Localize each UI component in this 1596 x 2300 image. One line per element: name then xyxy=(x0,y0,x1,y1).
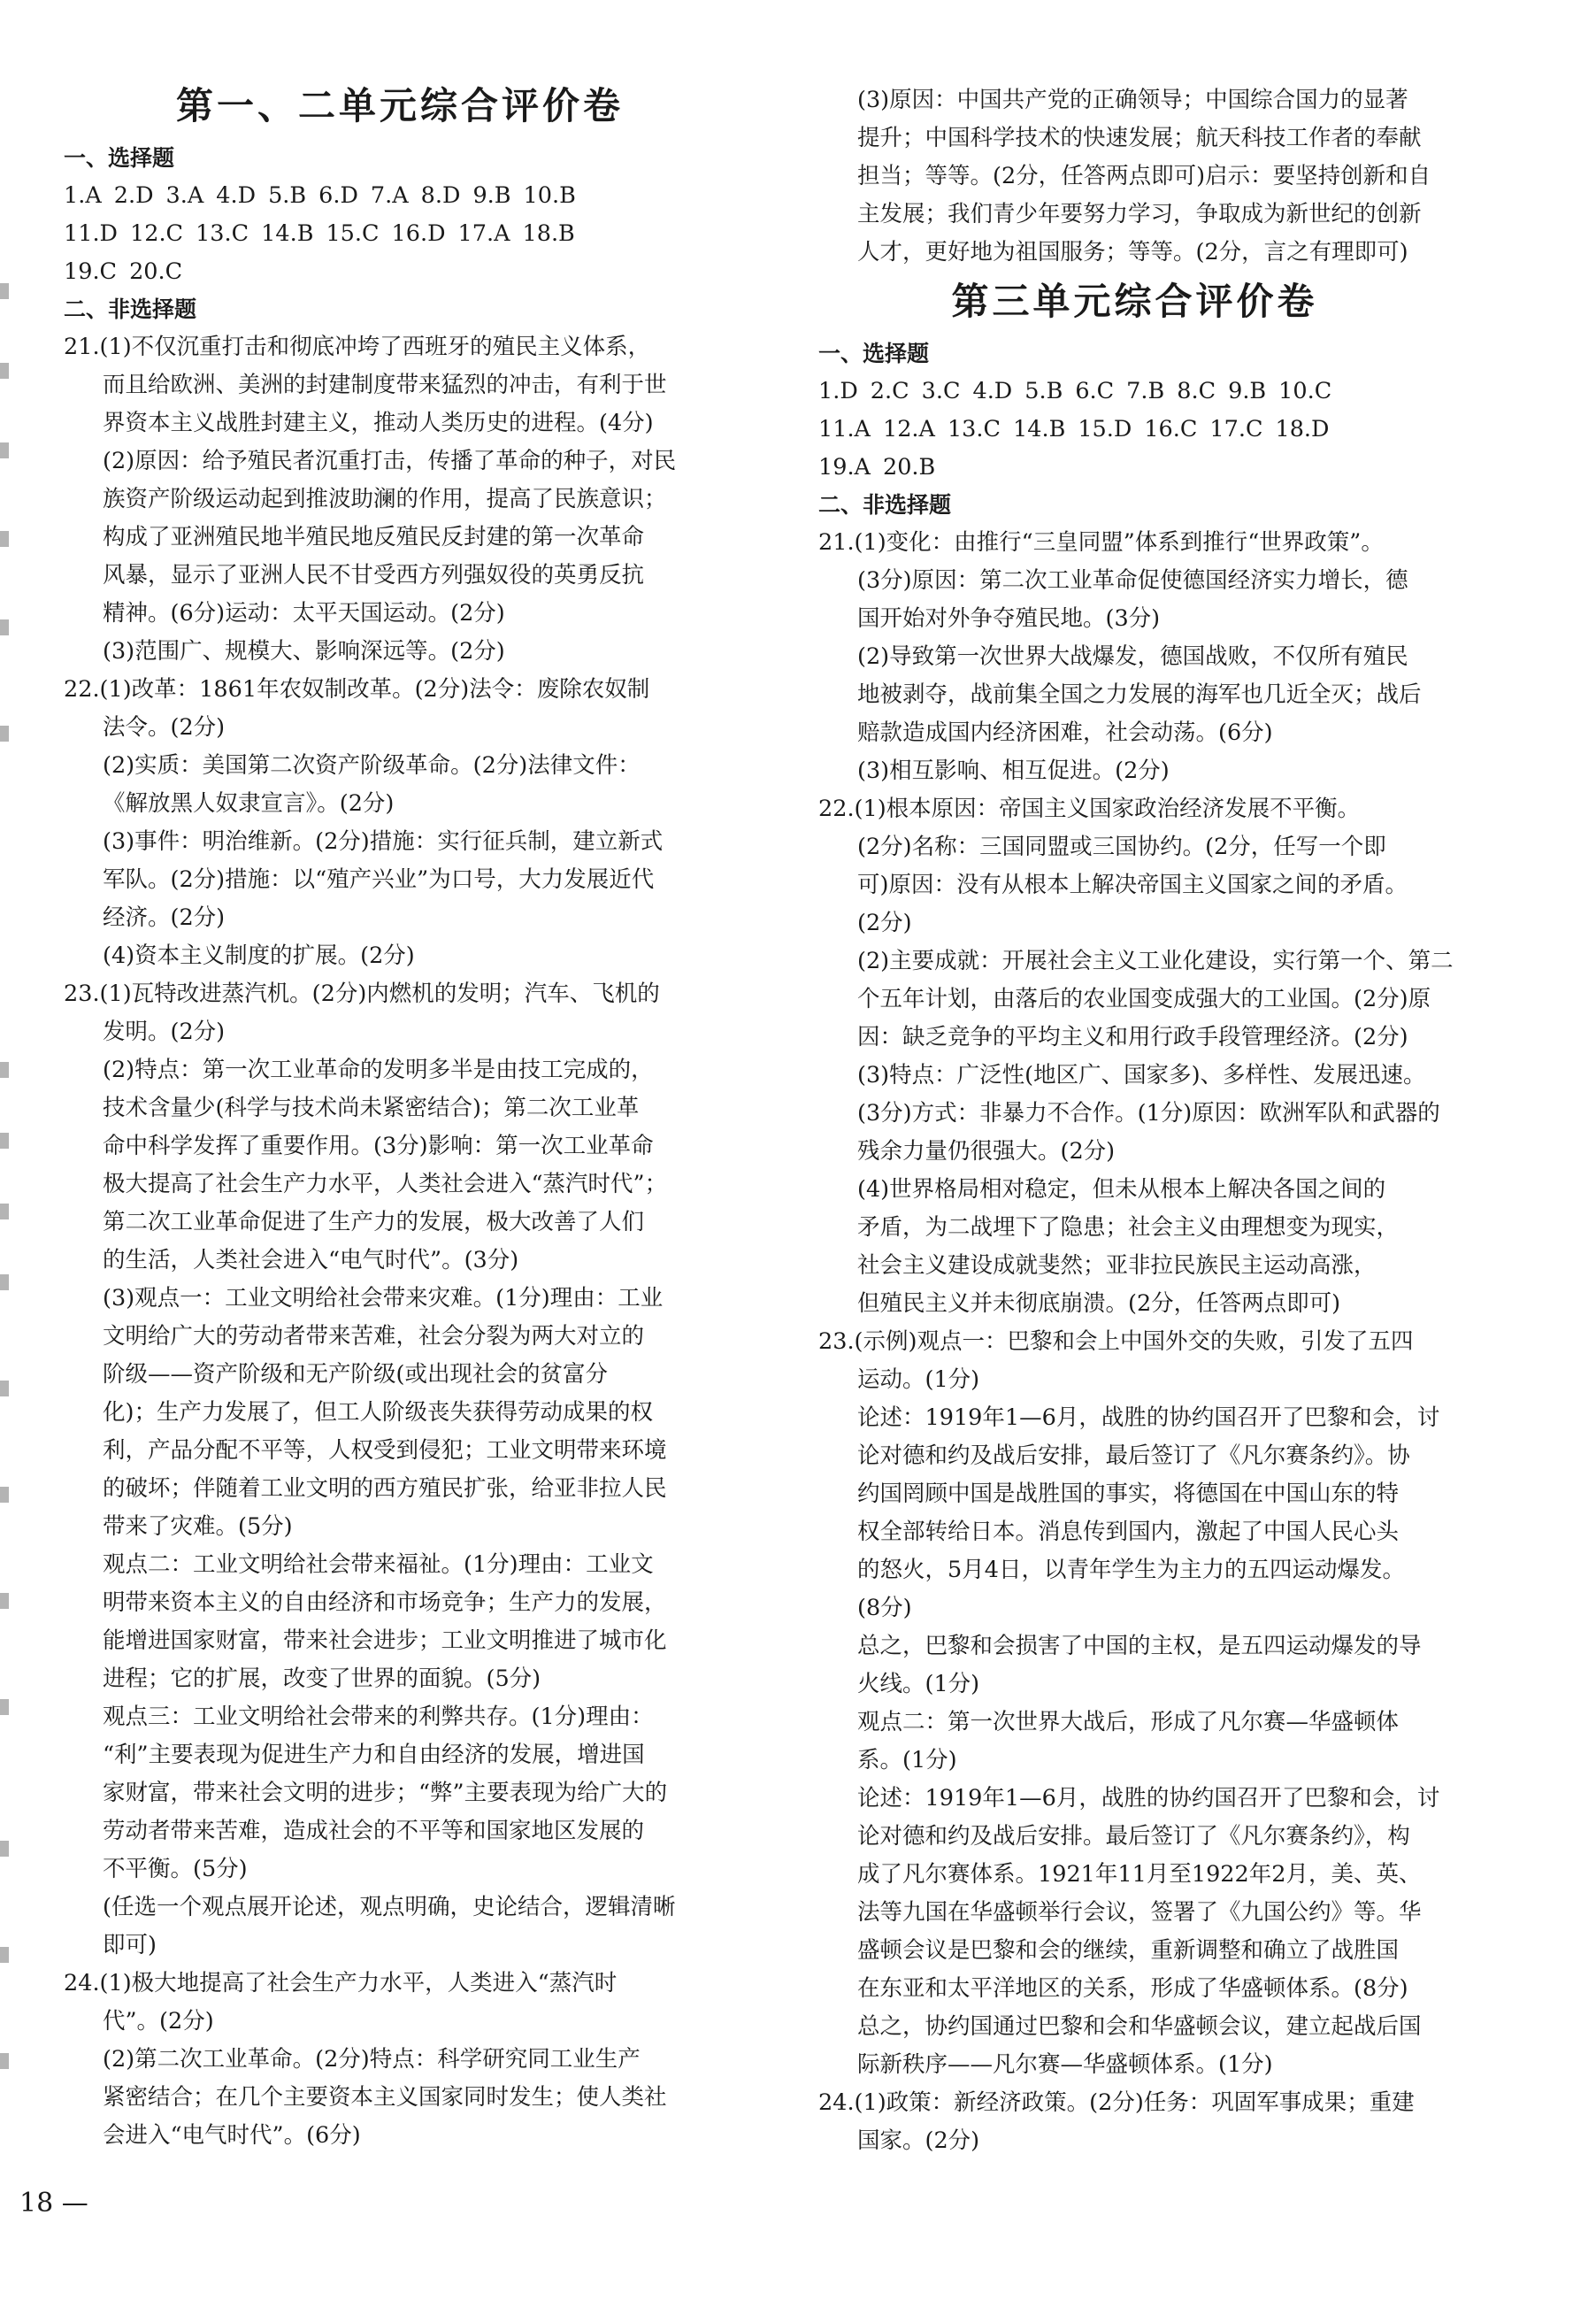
answer-line: 风暴，显示了亚洲人民不甘受西方列强奴役的英勇反抗 xyxy=(103,562,645,588)
answer-item: 14.B xyxy=(1013,416,1066,442)
answer-line: 会进入“电气时代”。(6分) xyxy=(103,2122,361,2149)
answer-row xyxy=(64,253,736,291)
answer-line: 论对德和约及战后安排。最后签订了《凡尔赛条约》，构 xyxy=(857,1823,1410,1850)
answer-line: 21.(1)变化：由推行“三皇同盟”体系到推行“世界政策”。 xyxy=(818,529,1384,556)
answer-line: 能增进国家财富，带来社会进步；工业文明推进了城市化 xyxy=(103,1627,667,1654)
answer-item: 6.D xyxy=(318,182,358,209)
answer-line: 在东亚和太平洋地区的关系，形成了华盛顿体系。(8分) xyxy=(857,1975,1408,2002)
answer-item: 17.C xyxy=(1209,416,1263,442)
answer-line: 法令。(2分) xyxy=(103,714,226,741)
answer-line: 总之，协约国通过巴黎和会和华盛顿会议，建立起战后国 xyxy=(857,2013,1422,2040)
answer-line: 国家。(2分) xyxy=(857,2127,980,2154)
binding-margin-marks xyxy=(0,265,11,2124)
answer-row xyxy=(64,177,736,215)
answer-line: 的怒火，5月4日，以青年学生为主力的五四运动爆发。 xyxy=(857,1557,1405,1583)
answer-item: 1.A xyxy=(64,182,102,209)
section-nonchoice-heading: 二、非选择题 xyxy=(818,492,952,518)
section-choice-heading: 一、选择题 xyxy=(64,145,175,171)
answer-line: 构成了亚洲殖民地半殖民地反殖民反封建的第一次革命 xyxy=(103,524,645,550)
answer-line: 残余力量仍很强大。(2分) xyxy=(857,1138,1116,1165)
answer-line: 不平衡。(5分) xyxy=(103,1856,248,1882)
answer-line: 论述：1919年1—6月，战胜的协约国召开了巴黎和会，讨 xyxy=(857,1785,1440,1812)
answer-item: 16.C xyxy=(1144,416,1198,442)
answer-item: 7.B xyxy=(1126,378,1165,404)
answer-item: 4.D xyxy=(972,378,1013,404)
answer-line: 国开始对外争夺殖民地。(3分) xyxy=(857,605,1161,632)
answer-line: (4)资本主义制度的扩展。(2分) xyxy=(103,942,415,969)
answer-line: 论对德和约及战后安排，最后签订了《凡尔赛条约》。协 xyxy=(857,1442,1410,1469)
answer-line: 带来了灾难。(5分) xyxy=(103,1513,293,1540)
answer-item: 3.C xyxy=(921,378,961,404)
answer-line: 界资本主义战胜封建主义，推动人类历史的进程。(4分) xyxy=(103,410,654,436)
answer-item: 15.C xyxy=(326,220,380,247)
answer-item: 4.D xyxy=(216,182,257,209)
answer-line: 观点二：第一次世界大战后，形成了凡尔赛—华盛顿体 xyxy=(857,1709,1400,1735)
answer-line: 成了凡尔赛体系。1921年11月至1922年2月，美、英、 xyxy=(857,1861,1422,1888)
answer-line: 经济。(2分) xyxy=(103,904,226,931)
answer-line: 即可) xyxy=(103,1932,157,1958)
answer-line: 精神。(6分)运动：太平天国运动。(2分) xyxy=(103,600,505,627)
answer-line: 23.(1)瓦特改进蒸汽机。(2分)内燃机的发明；汽车、飞机的 xyxy=(64,981,660,1007)
answer-line: 火线。(1分) xyxy=(857,1671,980,1697)
choice-answers xyxy=(64,177,736,291)
answer-line: (3)相互影响、相互促进。(2分) xyxy=(857,758,1170,784)
answer-line: (2分) xyxy=(857,910,912,936)
answer-line: 21.(1)不仅沉重打击和彻底冲垮了西班牙的殖民主义体系， xyxy=(64,334,651,360)
right-column xyxy=(818,81,1454,2160)
answer-item: 18.D xyxy=(1275,416,1330,442)
answer-line: (2)主要成就：开展社会主义工业化建设，实行第一个、第二 xyxy=(857,948,1454,974)
answer-line: 个五年计划，由落后的农业国变成强大的工业国。(2分)原 xyxy=(857,986,1431,1012)
answer-line: (4)世界格局相对稳定，但未从根本上解决各国之间的 xyxy=(857,1176,1386,1203)
answer-item: 16.D xyxy=(391,220,446,247)
answer-line: 运动。(1分) xyxy=(857,1366,980,1393)
answer-item: 15.D xyxy=(1078,416,1132,442)
answer-item: 9.B xyxy=(472,182,511,209)
answer-line: 的生活，人类社会进入“电气时代”。(3分) xyxy=(103,1247,519,1273)
answer-line: 而且给欧洲、美洲的封建制度带来猛烈的冲击，有利于世 xyxy=(103,372,667,398)
section-nonchoice-heading: 二、非选择题 xyxy=(64,296,197,322)
left-column xyxy=(64,81,736,2155)
answer-line: 法等九国在华盛顿举行会议，签署了《九国公约》等。华 xyxy=(857,1899,1422,1926)
answer-line: 提升；中国科学技术的快速发展；航天科技工作者的奉献 xyxy=(857,125,1422,151)
page-number: 18 — xyxy=(19,2188,88,2219)
answer-item: 8.D xyxy=(420,182,461,209)
answer-item: 14.B xyxy=(261,220,314,247)
answer-line: (3)范围广、规模大、影响深远等。(2分) xyxy=(103,638,505,665)
answer-item: 10.C xyxy=(1278,378,1332,404)
answer-line: 际新秩序——凡尔赛—华盛顿体系。(1分) xyxy=(857,2051,1273,2078)
answer-line: 矛盾，为二战埋下了隐患；社会主义由理想变为现实， xyxy=(857,1214,1400,1241)
answer-line: “利”主要表现为促进生产力和自由经济的发展，增进国 xyxy=(103,1742,645,1768)
answer-item: 5.B xyxy=(268,182,307,209)
answer-line: 明带来资本主义的自由经济和市场竞争；生产力的发展， xyxy=(103,1589,667,1616)
answer-line: 人才，更好地为祖国服务；等等。(2分，言之有理即可) xyxy=(857,239,1408,265)
answer-item: 7.A xyxy=(370,182,409,209)
answer-item: 17.A xyxy=(457,220,510,247)
unit-title-3: 第三单元综合评价卷 xyxy=(951,280,1318,323)
answer-item: 12.C xyxy=(130,220,184,247)
answer-item: 1.D xyxy=(818,378,858,404)
answer-line: 地被剥夺，战前集全国之力发展的海军也几近全灭；战后 xyxy=(857,681,1422,708)
answer-line: 赔款造成国内经济困难，社会动荡。(6分) xyxy=(857,719,1273,746)
answer-line: 观点三：工业文明给社会带来的利弊共存。(1分)理由： xyxy=(103,1704,654,1730)
answer-item: 8.C xyxy=(1177,378,1216,404)
answer-row xyxy=(818,411,1451,449)
answer-row xyxy=(818,373,1451,411)
answer-line: 论述：1919年1—6月，战胜的协约国召开了巴黎和会，讨 xyxy=(857,1404,1440,1431)
answer-item: 2.C xyxy=(870,378,909,404)
section-choice-heading: 一、选择题 xyxy=(818,341,930,366)
answer-line: (2)特点：第一次工业革命的发明多半是由技工完成的， xyxy=(103,1057,654,1083)
answer-item: 11.D xyxy=(64,220,118,247)
answer-item: 19.A xyxy=(818,454,871,481)
answer-line: 权全部转给日本。消息传到国内，激起了中国人民心头 xyxy=(857,1519,1400,1545)
answer-row xyxy=(64,215,736,253)
answer-item: 20.C xyxy=(129,258,183,285)
answer-line: (2)实质：美国第二次资产阶级革命。(2分)法律文件： xyxy=(103,752,641,779)
answer-line: (3)观点一：工业文明给社会带来灾难。(1分)理由：工业 xyxy=(103,1285,664,1312)
continued-answers xyxy=(818,81,1451,272)
answer-item: 19.C xyxy=(64,258,118,285)
answer-line: 利，产品分配不平等，人权受到侵犯；工业文明带来环境 xyxy=(103,1437,667,1464)
answer-item: 11.A xyxy=(818,416,871,442)
answer-item: 12.A xyxy=(882,416,935,442)
answer-line: 22.(1)根本原因：帝国主义国家政治经济发展不平衡。 xyxy=(818,796,1361,822)
answer-item: 9.B xyxy=(1228,378,1267,404)
answer-item: 18.B xyxy=(522,220,575,247)
answer-line: 紧密结合；在几个主要资本主义国家同时发生；使人类社 xyxy=(103,2084,667,2111)
answer-line: 主发展；我们青少年要努力学习，争取成为新世纪的创新 xyxy=(857,201,1422,227)
answer-row xyxy=(818,449,1451,487)
answer-line: 观点二：工业文明给社会带来福祉。(1分)理由：工业文 xyxy=(103,1551,654,1578)
answer-item: 5.B xyxy=(1024,378,1063,404)
answer-line: (3分)方式：非暴力不合作。(1分)原因：欧洲军队和武器的 xyxy=(857,1100,1440,1127)
answer-line: (2)原因：给予殖民者沉重打击，传播了革命的种子，对民 xyxy=(103,448,677,474)
answer-line: 约国罔顾中国是战胜国的事实，将德国在中国山东的特 xyxy=(857,1481,1400,1507)
choice-answers xyxy=(818,373,1451,487)
answer-line: (3分)原因：第二次工业革命促使德国经济实力增长，德 xyxy=(857,567,1408,594)
answer-line: 担当；等等。(2分，任答两点即可)启示：要坚持创新和自 xyxy=(857,163,1431,189)
answer-line: (8分) xyxy=(857,1595,912,1621)
answer-line: 社会主义建设成就斐然；亚非拉民族民主运动高涨， xyxy=(857,1252,1377,1279)
answer-line: 化)；生产力发展了，但工人阶级丧失获得劳动成果的权 xyxy=(103,1399,653,1426)
answer-line: 极大提高了社会生产力水平，人类社会进入“蒸汽时代”； xyxy=(103,1171,668,1197)
answer-line: 总之，巴黎和会损害了中国的主权，是五四运动爆发的导 xyxy=(857,1633,1422,1659)
answer-line: (3)事件：明治维新。(2分)措施：实行征兵制，建立新式 xyxy=(103,828,664,855)
answer-line: (3)原因：中国共产党的正确领导；中国综合国力的显著 xyxy=(857,87,1408,113)
answer-item: 3.A xyxy=(165,182,204,209)
answer-item: 6.C xyxy=(1075,378,1115,404)
answer-line: 但殖民主义并未彻底崩溃。(2分，任答两点即可) xyxy=(857,1290,1341,1317)
answer-item: 20.B xyxy=(882,454,936,481)
answer-line: 军队。(2分)措施：以“殖产兴业”为口号，大力发展近代 xyxy=(103,866,655,893)
answer-line: (任选一个观点展开论述，观点明确，史论结合，逻辑清晰 xyxy=(103,1894,676,1920)
answer-line: 劳动者带来苦难，造成社会的不平等和国家地区发展的 xyxy=(103,1818,645,1844)
answer-line: 22.(1)改革：1861年农奴制改革。(2分)法令：废除农奴制 xyxy=(64,676,650,703)
answer-item: 13.C xyxy=(196,220,249,247)
answer-line: 可)原因：没有从根本上解决帝国主义国家之间的矛盾。 xyxy=(857,872,1408,898)
answer-line: 系。(1分) xyxy=(857,1747,957,1773)
answer-item: 2.D xyxy=(113,182,154,209)
answer-line: (3)特点：广泛性(地区广、国家多)、多样性、发展迅速。 xyxy=(857,1062,1426,1088)
answer-line: 技术含量少(科学与技术尚未紧密结合)；第二次工业革 xyxy=(103,1095,640,1121)
answer-line: (2分)名称：三国同盟或三国协约。(2分，任写一个即 xyxy=(857,834,1386,860)
answer-line: 《解放黑人奴隶宣言》。(2分) xyxy=(103,790,395,817)
answer-line: 文明给广大的劳动者带来苦难，社会分裂为两大对立的 xyxy=(103,1323,645,1350)
answer-line: (2)第二次工业革命。(2分)特点：科学研究同工业生产 xyxy=(103,2046,641,2073)
answer-line: 第二次工业革命促进了生产力的发展，极大改善了人们 xyxy=(103,1209,645,1235)
answer-line: 因：缺乏竞争的平均主义和用行政手段管理经济。(2分) xyxy=(857,1024,1408,1050)
answer-line: 24.(1)极大地提高了社会生产力水平，人类进入“蒸汽时 xyxy=(64,1970,618,1996)
answer-line: 发明。(2分) xyxy=(103,1019,226,1045)
answer-line: 代”。(2分) xyxy=(103,2008,214,2035)
answer-line: 命中科学发挥了重要作用。(3分)影响：第一次工业革命 xyxy=(103,1133,654,1159)
answer-item: 13.C xyxy=(947,416,1001,442)
unit-title-1-2: 第一、二单元综合评价卷 xyxy=(175,84,624,127)
answer-line: 阶级——资产阶级和无产阶级(或出现社会的贫富分 xyxy=(103,1361,608,1388)
nonchoice-answers xyxy=(818,524,1454,2160)
answer-line: 家财富，带来社会文明的进步；“弊”主要表现为给广大的 xyxy=(103,1780,668,1806)
answer-item: 10.B xyxy=(523,182,576,209)
nonchoice-answers xyxy=(64,328,736,2155)
answer-line: 进程；它的扩展，改变了世界的面貌。(5分) xyxy=(103,1665,541,1692)
answer-line: 的破坏；伴随着工业文明的西方殖民扩张，给亚非拉人民 xyxy=(103,1475,667,1502)
answer-line: (2)导致第一次世界大战爆发，德国战败，不仅所有殖民 xyxy=(857,643,1408,670)
answer-line: 族资产阶级运动起到推波助澜的作用，提高了民族意识； xyxy=(103,486,667,512)
answer-line: 盛顿会议是巴黎和会的继续，重新调整和确立了战胜国 xyxy=(857,1937,1400,1964)
answer-line: 23.(示例)观点一：巴黎和会上中国外交的失败，引发了五四 xyxy=(818,1328,1414,1355)
answer-line: 24.(1)政策：新经济政策。(2分)任务：巩固军事成果；重建 xyxy=(818,2089,1415,2116)
